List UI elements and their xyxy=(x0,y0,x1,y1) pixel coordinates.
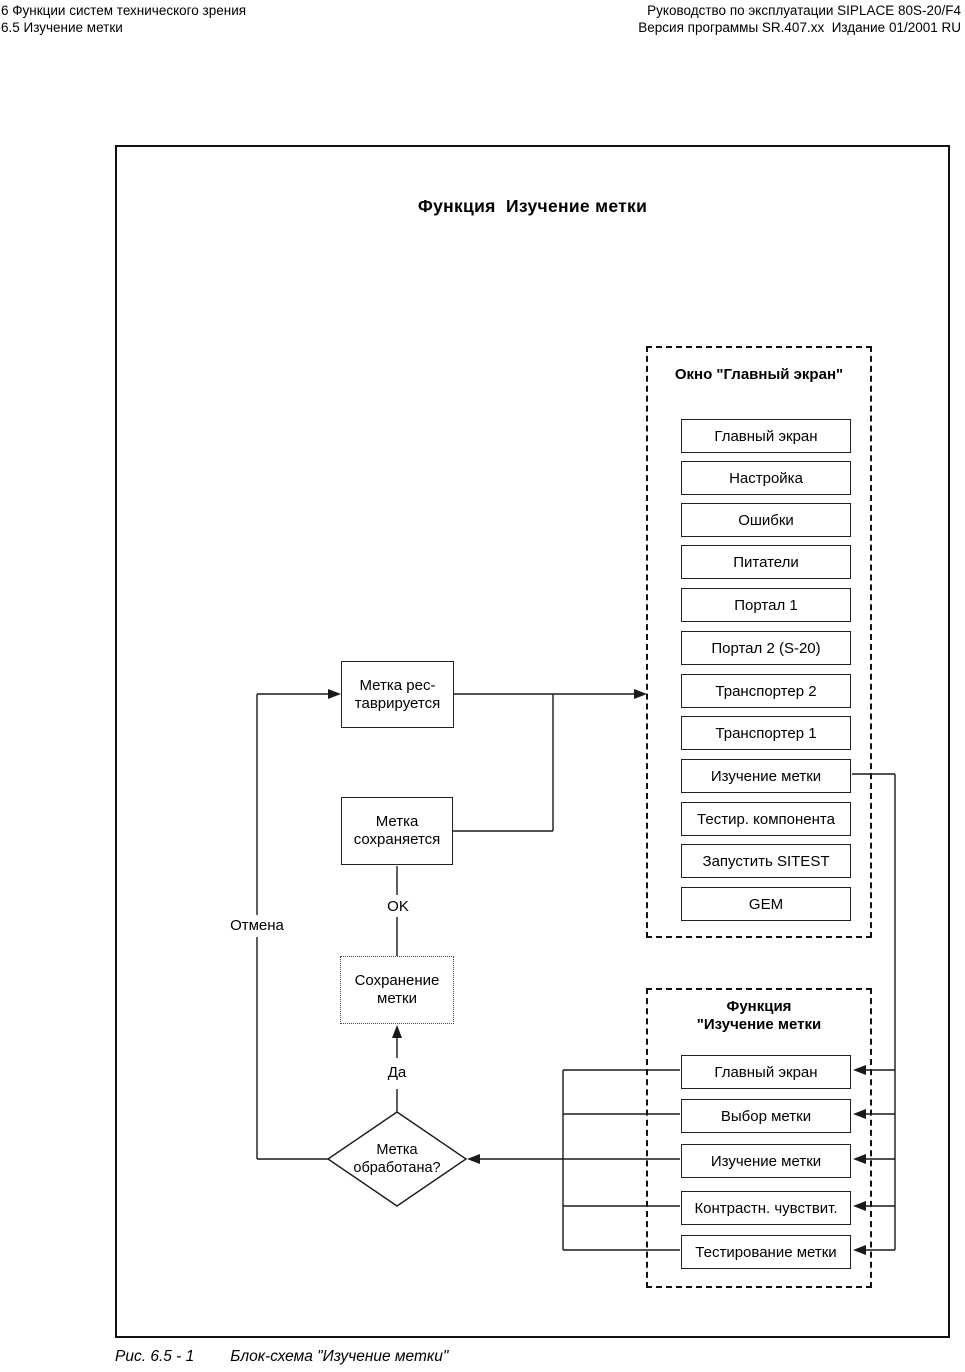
process-box-text: Метка xyxy=(375,813,419,830)
decision-diamond-label: Метка обработана? xyxy=(353,1142,441,1176)
edge-label-cancel: Отмена xyxy=(222,917,292,934)
diagram-title: Функция Изучение метки xyxy=(417,196,648,216)
header-manual-title: Руководство по эксплуатации SIPLACE 80S-20/F4 xyxy=(647,3,961,18)
process-box-text: Сохранение xyxy=(354,972,440,989)
process-box-mark-storing xyxy=(340,956,454,1024)
func-btn-test-mark: Тестирование метки xyxy=(681,1235,851,1269)
main-btn-portal-1: Портал 1 xyxy=(681,588,851,622)
arrow-into-decision xyxy=(467,1154,480,1164)
func-btn-select-mark: Выбор метки xyxy=(681,1099,851,1133)
edge-label-yes: Да xyxy=(382,1064,412,1081)
arrow-into-restore-box xyxy=(328,689,341,699)
func-btn-teach-mark: Изучение метки xyxy=(681,1144,851,1178)
main-btn-teach-mark: Изучение метки xyxy=(681,759,851,793)
header-section: 6.5 Изучение метки xyxy=(1,20,123,35)
panel-main-screen-title: Окно "Главный экран" xyxy=(674,366,844,383)
figure-caption-text: Блок-схема "Изучение метки" xyxy=(230,1348,449,1365)
main-btn-setup: Настройка xyxy=(681,461,851,495)
panel-teach-mark-title: Функция "Изучение метки xyxy=(696,998,822,1033)
main-btn-feeders: Питатели xyxy=(681,545,851,579)
arrow-into-store-box xyxy=(392,1025,402,1038)
header-chapter: 6 Функции систем технического зрения xyxy=(1,3,247,18)
edge-label-ok: OK xyxy=(383,898,413,915)
process-box-text: метки xyxy=(377,990,417,1007)
main-btn-errors: Ошибки xyxy=(681,503,851,537)
figure-caption-number: Рис. 6.5 - 1 xyxy=(115,1348,195,1365)
main-btn-portal-2: Портал 2 (S-20) xyxy=(681,631,851,665)
process-box-text: Метка рес- xyxy=(359,676,436,694)
process-box-text: таврируется xyxy=(354,694,441,712)
process-box-mark-restore xyxy=(341,661,454,728)
main-btn-test-component: Тестир. компонента xyxy=(681,802,851,836)
func-btn-contrast-sensitivity: Контрастн. чувствит. xyxy=(681,1191,851,1225)
header-version: Версия программы SR.407.xx Издание 01/2001 RU xyxy=(638,20,961,35)
main-btn-start-sitest: Запустить SITEST xyxy=(681,844,851,878)
process-box-mark-save xyxy=(341,797,453,865)
main-btn-main-screen: Главный экран xyxy=(681,419,851,453)
func-btn-main-screen: Главный экран xyxy=(681,1055,851,1089)
main-btn-conveyor-2: Транспортер 2 xyxy=(681,674,851,708)
panel-teach-mark-function xyxy=(646,988,872,1288)
main-btn-gem: GEM xyxy=(681,887,851,921)
process-box-text: сохраняется xyxy=(353,831,441,848)
main-btn-conveyor-1: Транспортер 1 xyxy=(681,716,851,750)
panel-main-screen-window xyxy=(646,346,872,938)
